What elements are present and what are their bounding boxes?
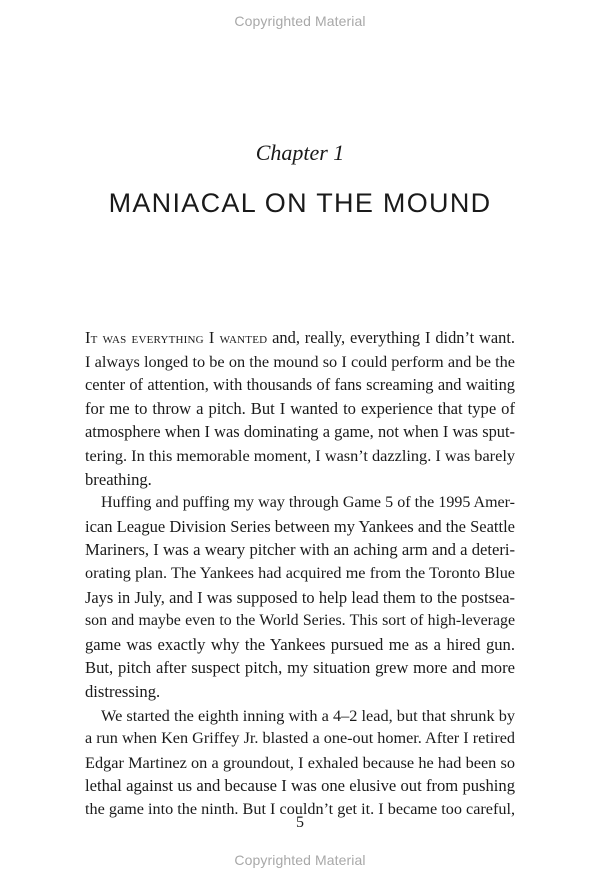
paragraph-3 bbox=[85, 704, 515, 822]
paragraph-line: the game into the ninth. But I couldn’t get it. I became too careful, bbox=[85, 799, 515, 818]
paragraph-line: Jays in July, and I was supposed to help lead them to the postsea- bbox=[85, 587, 515, 607]
paragraph-2 bbox=[85, 491, 515, 703]
lead-in-smallcaps: It was everything I wanted bbox=[85, 328, 268, 347]
paragraph-1 bbox=[85, 326, 515, 491]
line-text: and, really, everything I didn’t want. bbox=[267, 328, 516, 347]
paragraph-line: for me to throw a pitch. But I wanted to experience that type of bbox=[85, 398, 515, 418]
paragraph-line: son and maybe even to the World Series. This sort of high-leverage bbox=[85, 612, 515, 630]
paragraph-line: Huffing and puffing my way through Game 5 of the 1995 Amer- bbox=[101, 494, 515, 512]
copyright-watermark-top: Copyrighted Material bbox=[234, 13, 366, 29]
paragraph-line: distressing. bbox=[85, 681, 161, 701]
paragraph-line: center of attention, with thousands of fans screaming and waiting bbox=[85, 375, 515, 395]
paragraph-line: orating plan. The Yankees had acquired me from the Toronto Blue bbox=[85, 563, 515, 582]
paragraph-line: Mariners, I was a weary pitcher with an aching arm and a deteri- bbox=[85, 540, 515, 560]
chapter-title: MANIACAL ON THE MOUND bbox=[108, 188, 492, 218]
paragraph-line bbox=[85, 326, 515, 350]
paragraph-line: Edgar Martinez on a groundout, I exhaled because he had been so bbox=[85, 752, 515, 772]
paragraph-line: breathing. bbox=[85, 469, 152, 489]
paragraph-line: lethal against us and because I was one elusive out from pushing bbox=[85, 776, 515, 796]
chapter-label: Chapter 1 bbox=[255, 140, 345, 165]
paragraph-line: I always longed to be on the mound so I could perform and be the bbox=[85, 351, 515, 371]
body-text bbox=[85, 326, 515, 821]
paragraph-line: But, pitch after suspect pitch, my situation grew more and more bbox=[85, 658, 515, 678]
paragraph-line: game was exactly why the Yankees pursued me as a hired gun. bbox=[85, 634, 515, 654]
paragraph-line: We started the eighth inning with a 4–2 lead, but that shrunk by bbox=[101, 705, 515, 725]
paragraph-line: ican League Division Series between my Yankees and the Seattle bbox=[85, 516, 515, 536]
page-number: 5 bbox=[296, 814, 304, 831]
paragraph-line: atmosphere when I was dominating a game, not when I was sput- bbox=[85, 422, 515, 442]
paragraph-line: a run when Ken Griffey Jr. blasted a one-out homer. After I retired bbox=[85, 729, 515, 748]
paragraph-line: tering. In this memorable moment, I wasn’t dazzling. I was barely bbox=[85, 445, 515, 465]
copyright-watermark-bottom: Copyrighted Material bbox=[234, 852, 366, 868]
